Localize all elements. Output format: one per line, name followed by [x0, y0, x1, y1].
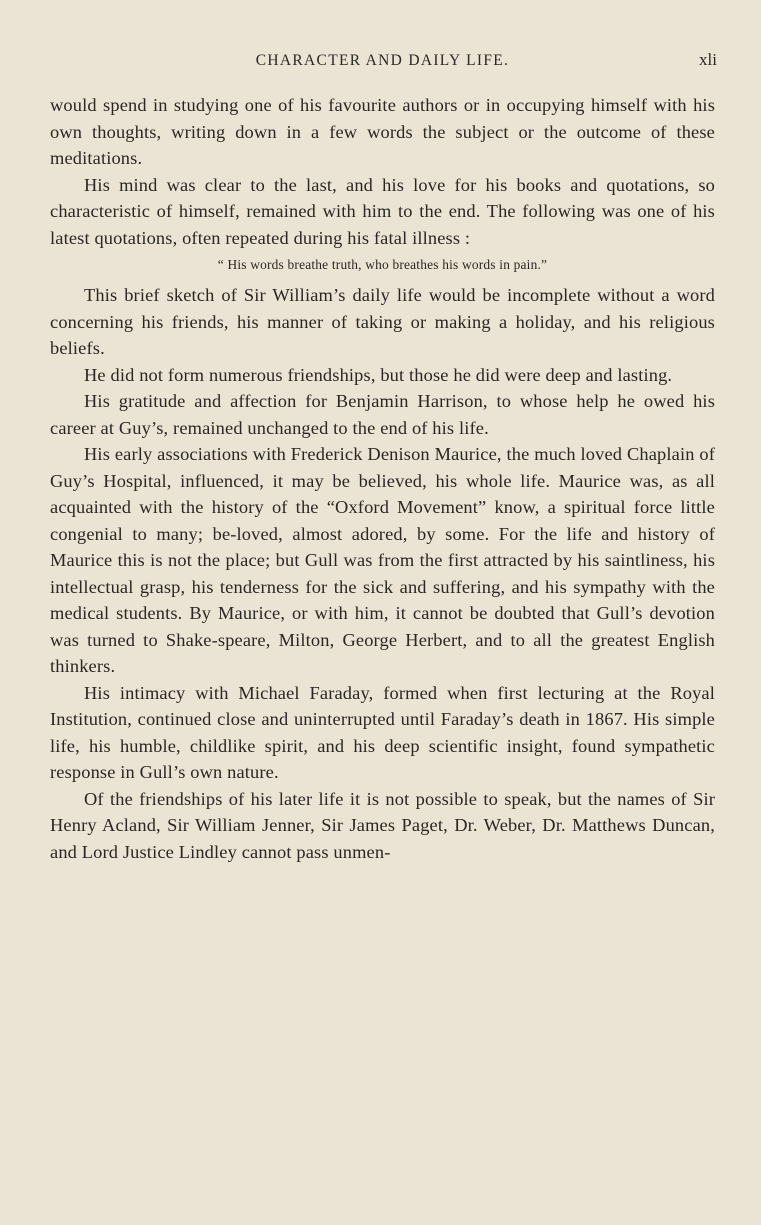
paragraph-friendships: He did not form numerous friendships, but those he did were deep and lasting.: [84, 364, 673, 385]
block-quote: “ His words breathe truth, who breathes his words in pain.”: [217, 257, 548, 272]
paragraph-maurice: His early associations with Frederick Denison Maurice, the much loved Chaplain of Guy’s Hospital, influenced, it may be believed, his whole life. Maurice was, as all acquainted with the history of the “Oxford Movement” know, a spiritual force little congenial to many; be-loved, almost adored, by some. For the life and history of Maurice this is not the place; but Gull was from the first attracted by his saintliness, his intellectual grasp, his tenderness for the sick and suffering, and his sympathy with the medical students. By Maurice, or with him, it cannot be doubted that Gull’s devotion was turned to Shake-speare, Milton, George Herbert, and to all the greatest English thinkers.: [50, 444, 715, 676]
paragraph-brief-sketch: This brief sketch of Sir William’s daily life would be incomplete without a word concerning his friends, his manner of taking or making a holiday, and his religious beliefs.: [50, 285, 715, 358]
paragraph-harrison: His gratitude and affection for Benjamin Harrison, to whose help he owed his career at Guy’s, remained unchanged to the end of his life.: [50, 391, 715, 438]
running-title: CHARACTER AND DAILY LIFE.: [255, 52, 510, 69]
page-number: xli: [699, 50, 717, 69]
paragraph-later-friendships: Of the friendships of his later life it is not possible to speak, but the names of Sir Henry Acland, Sir William Jenner, Sir James Paget, Dr. Weber, Dr. Matthews Duncan, and Lord Justice Lindley cannot pass unmen-: [50, 788, 715, 862]
book-page: [50, 50, 715, 865]
paragraph-faraday: His intimacy with Michael Faraday, formed when first lecturing at the Royal Institution, continued close and uninterrupted until Faraday’s death in 1867. His simple life, his humble, childlike spirit, and his deep scientific insight, found sympathetic response in Gull’s own nature.: [50, 682, 715, 782]
paragraph-continued: would spend in studying one of his favourite authors or in occupying himself with his own thoughts, writing down in a few words the subject or the outcome of these meditations.: [50, 95, 715, 168]
paragraph-mind-clear: His mind was clear to the last, and his love for his books and quotations, so characteristic of himself, remained with him to the end. The following was one of his latest quotations, often repeated during his fatal illness :: [50, 174, 715, 248]
body-text: [50, 92, 715, 865]
running-head: [50, 50, 715, 74]
